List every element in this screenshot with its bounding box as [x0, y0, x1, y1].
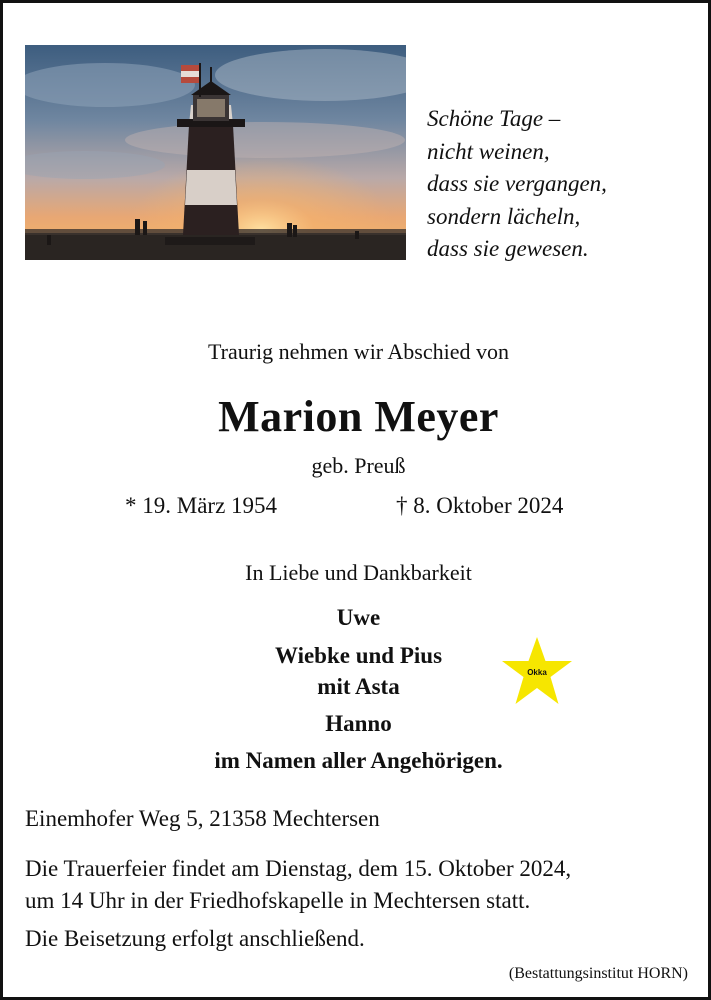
poem: [427, 103, 697, 266]
burial-info: Die Beisetzung erfolgt anschließend.: [25, 926, 365, 951]
poem-line: dass sie vergangen,: [427, 171, 607, 196]
poem-line: Schöne Tage –: [427, 106, 561, 131]
closing-text: In Liebe und Dankbarkeit: [245, 560, 472, 585]
maiden-name: geb. Preuß: [311, 453, 406, 478]
undertaker-credit: (Bestattungsinstitut HORN): [508, 965, 688, 982]
mourner-line: mit Asta: [317, 674, 400, 699]
deceased-name: Marion Meyer: [218, 392, 499, 441]
lighthouse-photo: [25, 45, 406, 260]
birth-date: * 19. März 1954: [125, 493, 278, 518]
service-line: Die Trauerfeier findet am Dienstag, dem 15. Oktober 2024,: [25, 856, 572, 881]
mourner-line: Uwe: [336, 605, 381, 630]
mourner-line: Wiebke und Pius: [274, 643, 443, 668]
address: Einemhofer Weg 5, 21358 Mechtersen: [25, 806, 380, 831]
poem-line: nicht weinen,: [427, 138, 550, 164]
star-label: Okka: [527, 668, 547, 677]
death-date: † 8. Oktober 2024: [396, 493, 564, 518]
intro-text: Traurig nehmen wir Abschied von: [207, 339, 510, 364]
service-info: [25, 853, 571, 917]
mourner-line: im Namen aller Angehörigen.: [214, 748, 503, 773]
poem-line: sondern lächeln,: [427, 203, 581, 229]
service-line: um 14 Uhr in der Friedhofskapelle in Mechtersen statt.: [25, 888, 531, 913]
mourner-line: Hanno: [325, 711, 392, 736]
star-icon: [500, 635, 574, 707]
poem-line: dass sie gewesen.: [427, 236, 589, 261]
